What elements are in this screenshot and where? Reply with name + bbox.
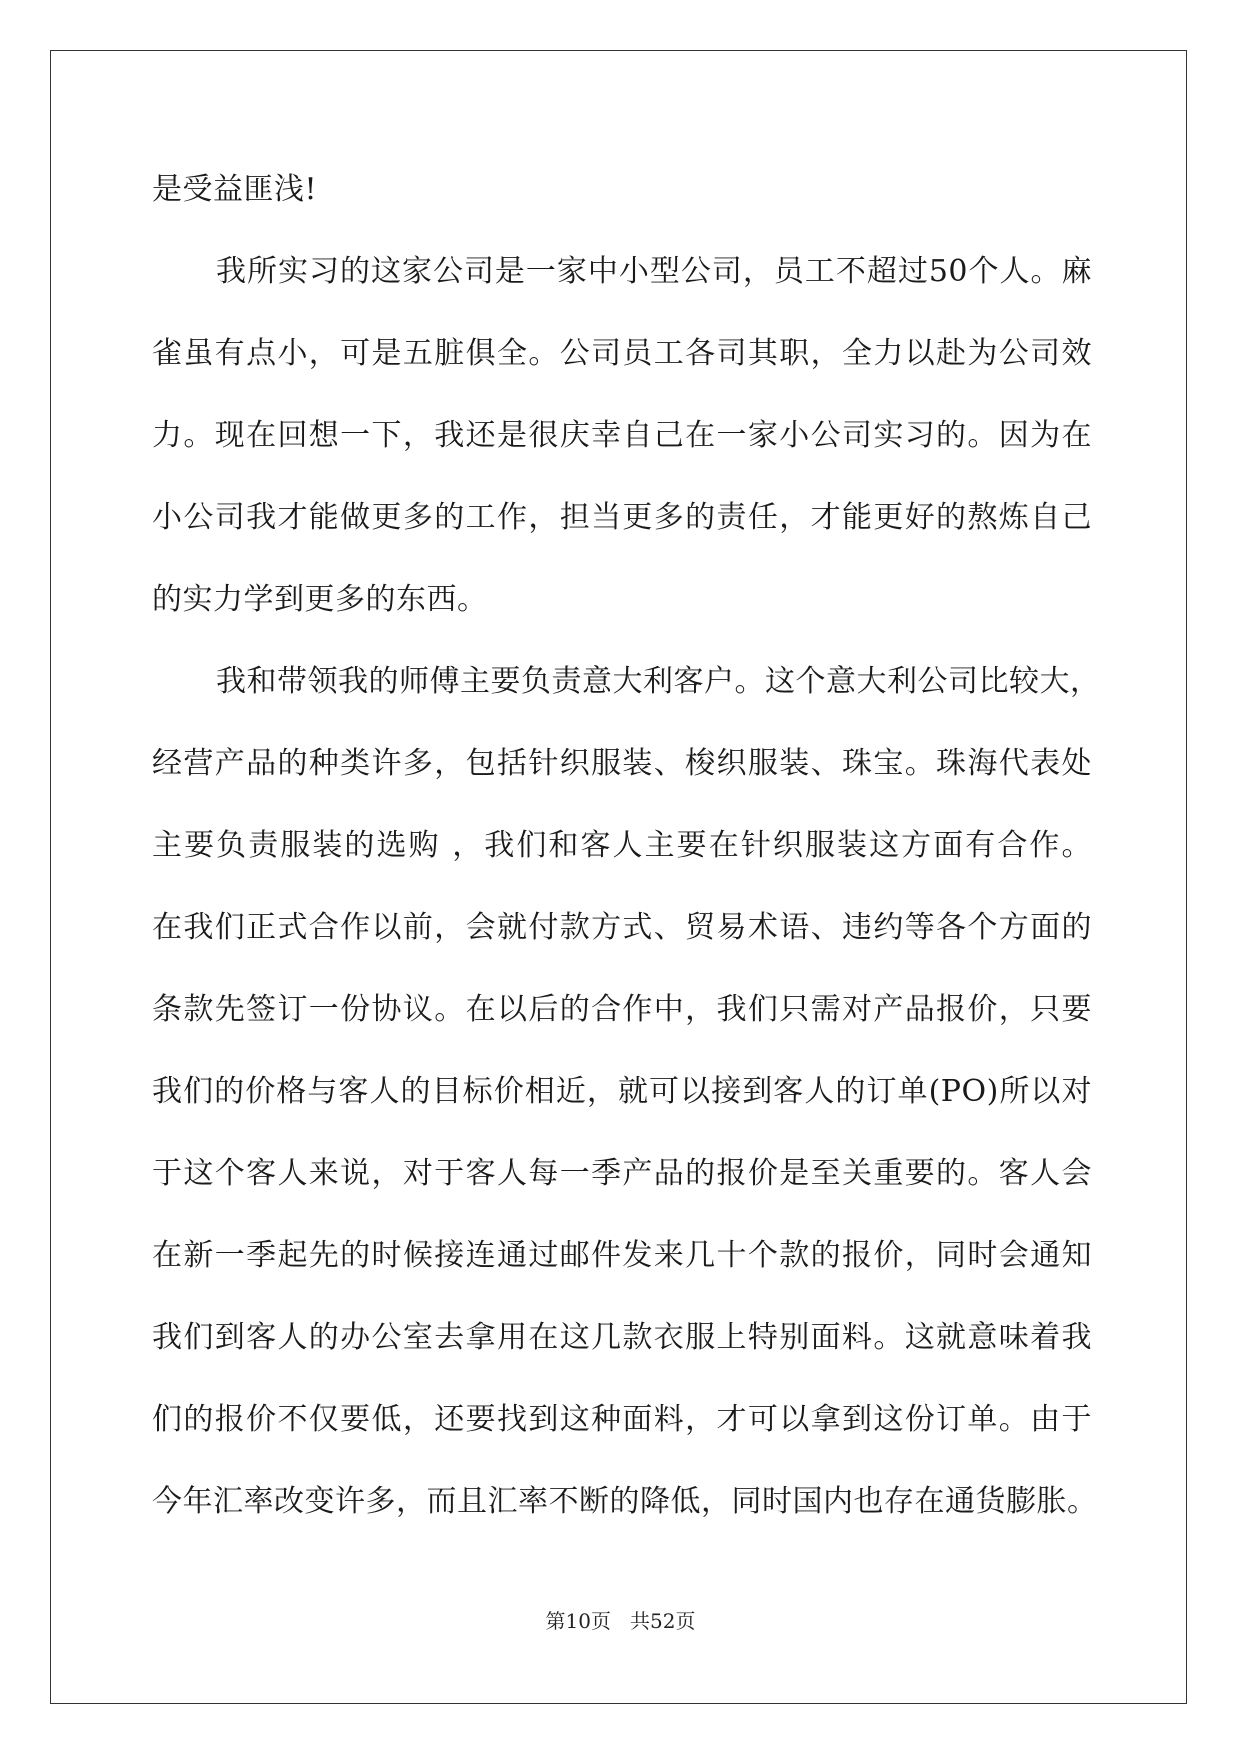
text-line: 我们到客人的办公室去拿用在这几款衣服上特别面料。这就意味着我 (152, 1320, 1092, 1355)
text-line: 的实力学到更多的东西。 (152, 582, 488, 617)
document-body (152, 160, 1101, 1554)
text-line: 们的报价不仅要低，还要找到这种面料，才可以拿到这份订单。由于 (152, 1402, 1092, 1437)
text-line: 是受益匪浅! (152, 172, 318, 207)
paragraph-start-line: 我和带领我的师傅主要负责意大利客户。这个意大利公司比较大， (216, 664, 1101, 699)
text-line: 今年汇率改变许多，而且汇率不断的降低，同时国内也存在通货膨胀。 (152, 1484, 1098, 1519)
text-line: 雀虽有点小，可是五脏俱全。公司员工各司其职，全力以赴为公司效 (152, 336, 1092, 371)
text-line: 我们的价格与客人的目标价相近，就可以接到客人的订单(PO)所以对 (152, 1074, 1092, 1109)
text-line: 在我们正式合作以前，会就付款方式、贸易术语、违约等各个方面的 (152, 910, 1092, 945)
text-line: 主要负责服装的选购 ，我们和客人主要在针织服装这方面有合作。 (152, 828, 1092, 863)
page-number-current: 第10页 (545, 1609, 611, 1633)
text-line: 在新一季起先的时候接连通过邮件发来几十个款的报价，同时会通知 (152, 1238, 1092, 1273)
page-number-spacer (611, 1609, 630, 1633)
paragraph-start-line: 我所实习的这家公司是一家中小型公司，员工不超过50个人。麻 (216, 254, 1092, 289)
text-line: 经营产品的种类许多，包括针织服装、梭织服装、珠宝。珠海代表处 (152, 746, 1092, 781)
text-line: 小公司我才能做更多的工作，担当更多的责任，才能更好的熬炼自己 (152, 500, 1092, 535)
page-footer (0, 1605, 1241, 1634)
text-line: 力。现在回想一下，我还是很庆幸自己在一家小公司实习的。因为在 (152, 418, 1092, 453)
text-line: 于这个客人来说，对于客人每一季产品的报价是至关重要的。客人会 (152, 1156, 1092, 1191)
page-count-total: 共52页 (630, 1609, 696, 1633)
text-line: 条款先签订一份协议。在以后的合作中，我们只需对产品报价，只要 (152, 992, 1092, 1027)
